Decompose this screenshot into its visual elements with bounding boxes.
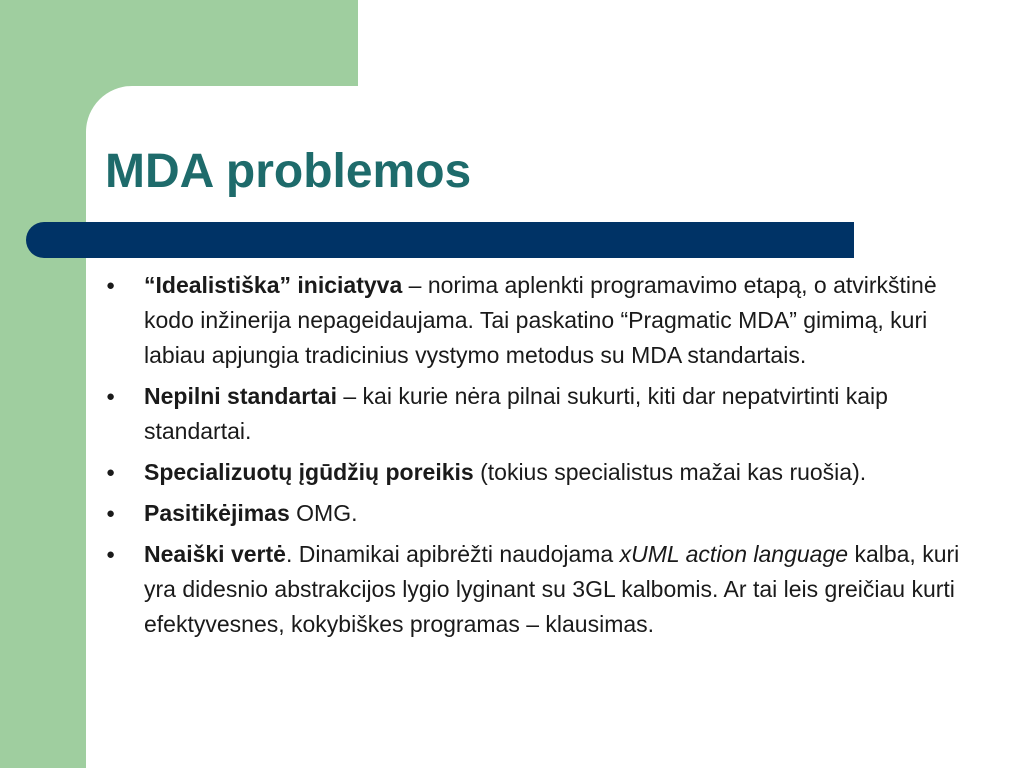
- bullet-text: OMG.: [289, 500, 358, 526]
- bullet-heading: Neaiški vertė: [144, 541, 286, 567]
- bullet-heading: Pasitikėjimas: [144, 500, 290, 526]
- bullet-text: – kai kurie nėra pilnai sukurti, kiti dar nepatvirtinti kaip standartai.: [144, 383, 888, 444]
- bullet-text: – norima aplenkti programavimo etapą, o atvirkštinė kodo inžinerija nepageidaujama. Tai paskatino “Pragmatic MDA” gimimą, kuri labiau apjungia tradicinius vystymo metodus su MDA standartais.: [144, 272, 937, 368]
- bullet-list: [106, 268, 966, 648]
- bullet-text: . Dinamikai apibrėžti naudojama: [285, 541, 620, 567]
- bullet-dot-icon: ●: [106, 546, 116, 563]
- bullet-dot-icon: ●: [106, 464, 116, 481]
- bullet-italic-term: xUML action language: [619, 541, 849, 567]
- bullet-item-standards: [106, 379, 966, 449]
- bullet-heading: “Idealistiška” iniciatyva: [144, 272, 403, 298]
- bullet-item-idealistic: [106, 268, 966, 373]
- bullet-dot-icon: ●: [106, 505, 116, 522]
- bullet-heading: Nepilni standartai: [144, 383, 337, 409]
- title-underline-bar: [26, 222, 854, 258]
- bullet-dot-icon: ●: [106, 388, 116, 405]
- bullet-heading: Specializuotų įgūdžių poreikis: [144, 459, 474, 485]
- bullet-text-after: kalba, kuri yra didesnio abstrakcijos lygio lyginant su 3GL kalbomis. Ar tai leis greičiau kurti efektyvesnes, kokybiškes programas – klausimas.: [144, 541, 960, 637]
- bullet-item-trust: [106, 496, 966, 531]
- bullet-dot-icon: ●: [106, 277, 116, 294]
- bullet-text: (tokius specialistus mažai kas ruošia).: [473, 459, 867, 485]
- bullet-item-value: [106, 537, 966, 642]
- bullet-item-skills: [106, 455, 966, 490]
- slide-title: MDA problemos: [105, 145, 472, 198]
